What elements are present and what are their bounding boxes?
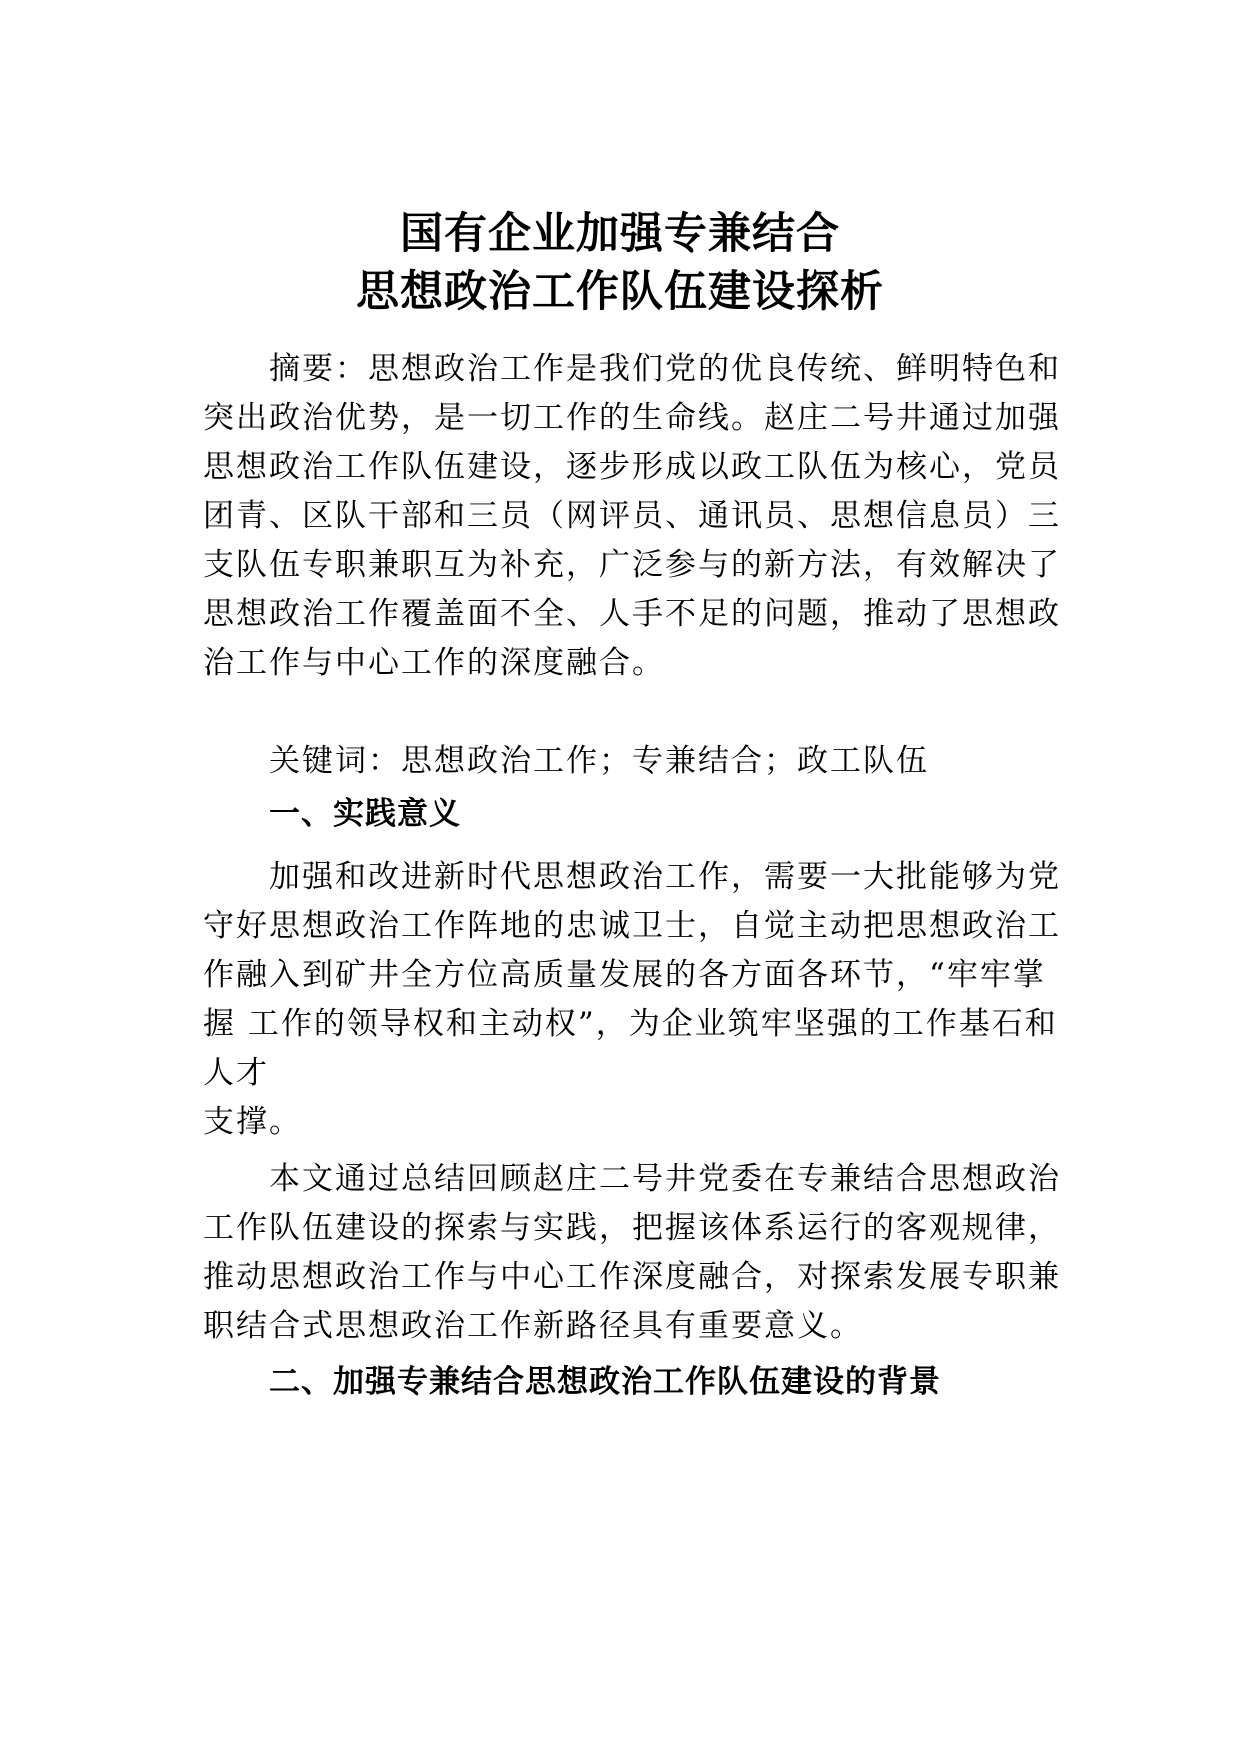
paragraph-line: 握 工作的领导权和主动权”，为企业筑牢坚强的工作基石和 xyxy=(203,1006,1058,1042)
section-1-paragraph-2 xyxy=(203,1155,1063,1351)
section-1-paragraph-1 xyxy=(203,853,1063,1147)
abstract-paragraph xyxy=(203,345,1063,688)
abstract-line: 摘要：思想政治工作是我们党的优良传统、鲜明特色和 xyxy=(269,351,1061,387)
paragraph-line: 职结合式思想政治工作新路径具有重要意义。 xyxy=(203,1308,863,1344)
document-title xyxy=(0,205,1240,321)
paragraph-line: 工作队伍建设的探索与实践，把握该体系运行的客观规律， xyxy=(203,1210,1061,1246)
paragraph-line: 人才 xyxy=(203,1055,269,1091)
title-line-1: 国有企业加强专兼结合 xyxy=(400,209,840,259)
abstract-line: 团青、区队干部和三员（网评员、通讯员、思想信息员）三 xyxy=(203,498,1061,534)
paragraph-line: 守好思想政治工作阵地的忠诚卫士，自觉主动把思想政治工 xyxy=(203,908,1061,944)
title-line-2: 思想政治工作队伍建设探析 xyxy=(356,267,884,317)
paragraph-line: 作融入到矿井全方位高质量发展的各方面各环节，“牢牢掌 xyxy=(203,957,1046,993)
section-1-heading: 一、实践意义 xyxy=(269,796,461,832)
paragraph-line: 支撑。 xyxy=(203,1104,302,1140)
section-2-heading: 二、加强专兼结合思想政治工作队伍建设的背景 xyxy=(269,1364,941,1400)
abstract-line: 突出政治优势，是一切工作的生命线。赵庄二号井通过加强 xyxy=(203,400,1061,436)
abstract-line: 思想政治工作覆盖面不全、人手不足的问题，推动了思想政 xyxy=(203,596,1061,632)
abstract-line: 支队伍专职兼职互为补充，广泛参与的新方法，有效解决了 xyxy=(203,547,1061,583)
keywords-text: 关键词：思想政治工作；专兼结合；政工队伍 xyxy=(269,743,929,779)
paragraph-line: 推动思想政治工作与中心工作深度融合，对探索发展专职兼 xyxy=(203,1259,1061,1295)
abstract-line: 思想政治工作队伍建设，逐步形成以政工队伍为核心，党员 xyxy=(203,449,1061,485)
paragraph-line: 本文通过总结回顾赵庄二号井党委在专兼结合思想政治 xyxy=(269,1161,1061,1197)
abstract-line: 治工作与中心工作的深度融合。 xyxy=(203,645,665,681)
keywords-line xyxy=(203,737,1063,786)
paragraph-line: 加强和改进新时代思想政治工作，需要一大批能够为党 xyxy=(269,859,1061,895)
